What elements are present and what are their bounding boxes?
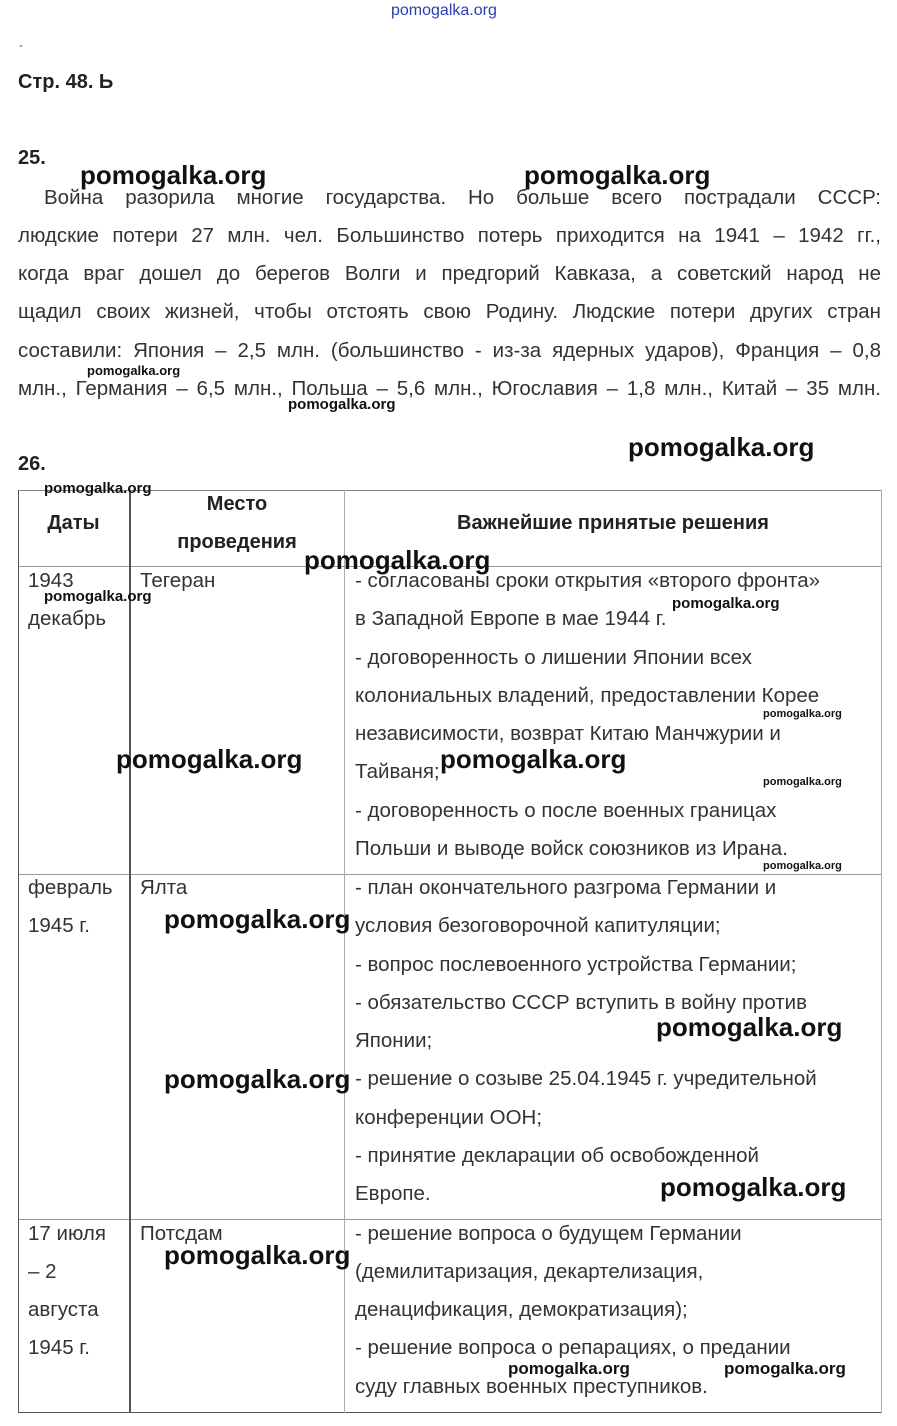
row2-decision-line: - вопрос послевоенного устройства Германии; [355, 953, 797, 976]
row1-date-line: 1943 [28, 569, 74, 592]
watermark: pomogalka.org [508, 1359, 630, 1378]
row1-decision-line: Польши и выводе войск союзников из Ирана. [355, 837, 788, 860]
text-line: составили: Япония – 2,5 млн. (большинство - из-за ядерных ударов), Франция – 0,8 [18, 339, 881, 362]
dash-artifact: - [19, 38, 23, 52]
table-border-right [881, 490, 882, 1413]
watermark: pomogalka.org [87, 363, 181, 378]
table-col-divider [129, 490, 131, 1413]
row2-decision-line: Японии; [355, 1029, 433, 1052]
row3-decision-line: (демилитаризация, декартелизация, [355, 1260, 704, 1283]
row1-decision-line: - согласованы сроки открытия «второго фронта» [355, 569, 821, 592]
watermark: pomogalka.org [164, 904, 351, 934]
row1-date-line: декабрь [28, 607, 107, 630]
text-line: людские потери 27 млн. чел. Большинство потерь приходится на 1941 – 1942 гг., [18, 224, 881, 247]
text-line: Война разорила многие государства. Но больше всего пострадали СССР: [44, 186, 881, 209]
watermark: pomogalka.org [672, 595, 780, 612]
watermark: pomogalka.org [116, 744, 303, 774]
row2-decision-line: - план окончательного разгрома Германии и [355, 876, 777, 899]
row1-decision-line: колониальных владений, предоставлении Корее [355, 684, 820, 707]
row2-decision-line: конференции ООН; [355, 1106, 543, 1129]
watermark: pomogalka.org [763, 860, 842, 872]
watermark: pomogalka.org [164, 1240, 351, 1270]
row3-decision-line: - решение вопроса о репарациях, о предании [355, 1336, 791, 1359]
header-watermark: pomogalka.org [391, 2, 497, 19]
row2-place: Ялта [140, 876, 188, 899]
row1-place: Тегеран [140, 569, 216, 592]
row2-date-line: февраль [28, 876, 113, 899]
table-border-left [18, 490, 19, 1413]
row3-decision-line: суду главных военных преступников. [355, 1375, 708, 1398]
table-border-bottom [18, 1412, 882, 1413]
watermark: pomogalka.org [304, 545, 491, 575]
watermark: pomogalka.org [628, 432, 815, 462]
watermark: pomogalka.org [440, 744, 627, 774]
row2-decision-line: - решение о созыве 25.04.1945 г. учредительной [355, 1067, 817, 1090]
section-25-number: 25. [18, 147, 46, 169]
row3-date-line: августа [28, 1298, 99, 1321]
watermark: pomogalka.org [44, 480, 152, 497]
row2-decision-line: Европе. [355, 1182, 431, 1205]
row2-decision-line: условия безоговорочной капитуляции; [355, 914, 721, 937]
watermark: pomogalka.org [656, 1012, 843, 1042]
text-line: когда враг дошел до берегов Волги и предгорий Кавказа, а советский народ не [18, 262, 881, 285]
row3-place: Потсдам [140, 1222, 223, 1245]
watermark: pomogalka.org [763, 776, 842, 788]
watermark: pomogalka.org [660, 1172, 847, 1202]
row2-decision-line: - обязательство СССР вступить в войну против [355, 991, 808, 1014]
watermark: pomogalka.org [288, 396, 396, 413]
row1-decision-line: - договоренность о после военных границах [355, 799, 777, 822]
header-decisions: Важнейшие принятые решения [457, 512, 769, 534]
watermark: pomogalka.org [763, 708, 842, 720]
section-26-number: 26. [18, 453, 46, 475]
watermark: pomogalka.org [80, 160, 267, 190]
row1-decision-line: независимости, возврат Китаю Манчжурии и [355, 722, 781, 745]
row3-date-line: 17 июля [28, 1222, 106, 1245]
header-place-line2: проведения [177, 531, 297, 553]
watermark: pomogalka.org [524, 160, 711, 190]
text-line: щадил своих жизней, чтобы отстоять свою Родину. Людские потери других стран [18, 300, 881, 323]
watermark: pomogalka.org [724, 1359, 846, 1378]
row1-decision-line: Тайваня; [355, 760, 440, 783]
header-place-line1: Место [206, 493, 268, 515]
row2-date-line: 1945 г. [28, 914, 90, 937]
page-heading: Стр. 48. Ь [18, 71, 114, 93]
row2-decision-line: - принятие декларации об освобожденной [355, 1144, 759, 1167]
watermark: pomogalka.org [164, 1064, 351, 1094]
table-col-divider [344, 490, 345, 1413]
row3-date-line: 1945 г. [28, 1336, 90, 1359]
row3-decision-line: денацификация, демократизация); [355, 1298, 688, 1321]
watermark: pomogalka.org [44, 588, 152, 605]
text-line: млн., Германия – 6,5 млн., Польша – 5,6 млн., Югославия – 1,8 млн., Китай – 35 млн. [18, 377, 881, 400]
row3-decision-line: - решение вопроса о будущем Германии [355, 1222, 742, 1245]
header-dates: Даты [47, 512, 100, 534]
row1-decision-line: - договоренность о лишении Японии всех [355, 646, 752, 669]
row1-decision-line: в Западной Европе в мае 1944 г. [355, 607, 667, 630]
row3-date-line: – 2 [28, 1260, 57, 1283]
